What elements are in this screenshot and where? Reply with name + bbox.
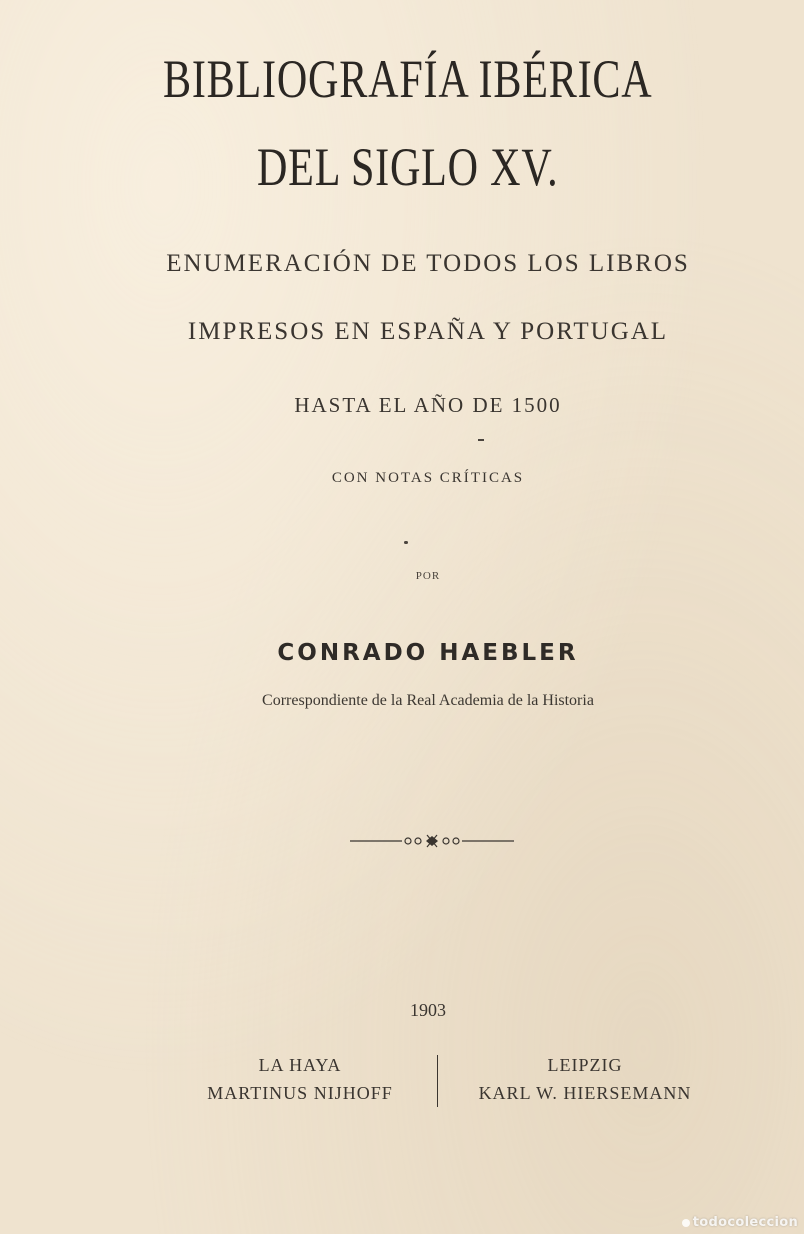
ornament-divider-icon <box>350 832 514 850</box>
subtitle-line-2: IMPRESOS EN ESPAÑA Y PORTUGAL <box>187 318 669 345</box>
imprint-left-city: LA HAYA <box>258 1055 342 1075</box>
stray-dot-mark <box>404 541 408 544</box>
author-name: CONRADO HAEBLER <box>277 640 579 666</box>
subtitle-line-1: ENUMERACIÓN DE TODOS LOS LIBROS <box>166 250 690 277</box>
title-line-2: DEL SIGLO XV. <box>256 137 559 197</box>
notes-line: CON NOTAS CRÍTICAS <box>331 470 525 486</box>
imprint-right-publisher: KARL W. HIERSEMANN <box>478 1083 692 1103</box>
publication-year: 1903 <box>410 1000 446 1020</box>
imprint-divider <box>437 1055 438 1107</box>
watermark-dot-icon <box>682 1219 690 1227</box>
title-line-1: BIBLIOGRAFÍA IBÉRICA <box>162 49 653 109</box>
subtitle-line-3: HASTA EL AÑO DE 1500 <box>294 393 562 417</box>
watermark-logo <box>682 1215 798 1230</box>
imprint-right-city: LEIPZIG <box>547 1055 623 1075</box>
author-affiliation: Correspondiente de la Real Academia de la Historia <box>262 692 594 709</box>
watermark-text: todocoleccion <box>692 1215 798 1230</box>
stray-dash-mark <box>478 439 484 441</box>
by-label: POR <box>415 570 441 582</box>
imprint-left-publisher: MARTINUS NIJHOFF <box>207 1083 393 1103</box>
imprint-right <box>450 1055 720 1104</box>
imprint-left <box>170 1055 430 1104</box>
